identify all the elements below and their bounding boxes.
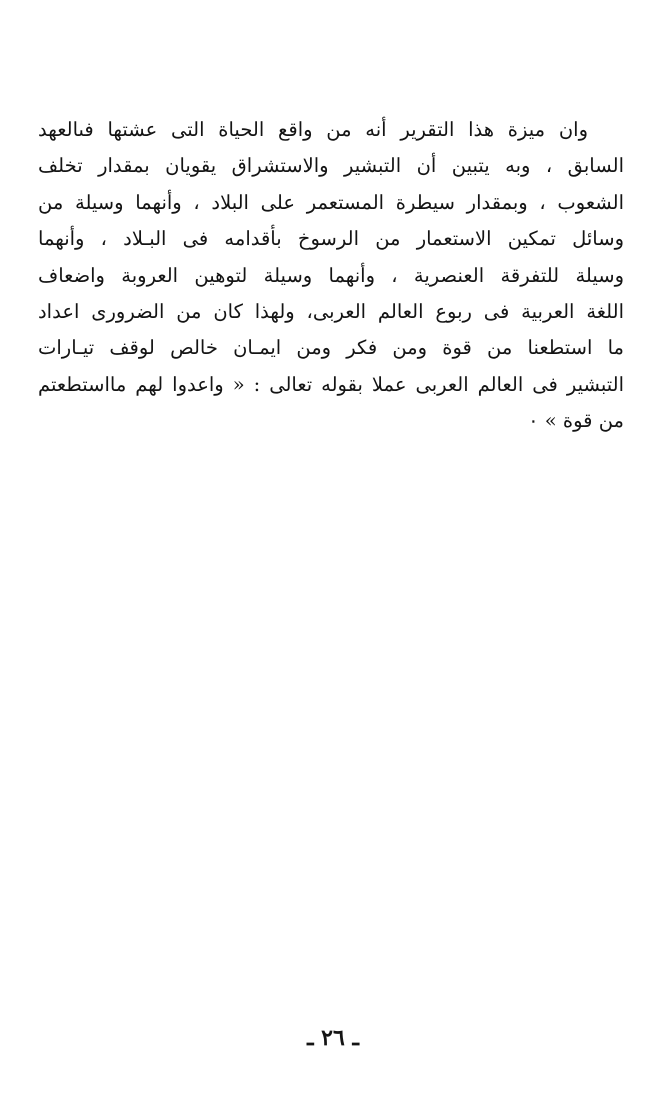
text-line: وسائل تمكين الاستعمار من الرسوخ بأقدامه فى البـلاد ، وأنهما [38,227,624,251]
text-line: التبشير فى العالم العربى عملا بقوله تعالى : « واعدوا لهم مااستطعتم [38,372,624,396]
page-number: ـ ٢٦ ـ [307,1025,359,1051]
text-line: ما استطعنا من قوة ومن فكر ومن ايمـان خالص لوقف تيـارات [38,336,624,360]
text-line: وسيلة للتفرقة العنصرية ، وأنهما وسيلة لتوهين العروبة واضعاف [38,263,624,287]
text-line: السابق ، وبه يتبين أن التبشير والاستشراق يقويان بمقدار تخلف [38,154,624,178]
body-paragraph [38,112,624,440]
text-line: وان ميزة هذا التقرير أنه من واقع الحياة التى عشتها فىالعهد [38,118,588,141]
text-line: اللغة العربية فى ربوع العالم العربى، ولهذا كان من الضرورى اعداد [38,299,624,323]
text-line: الشعوب ، وبمقدار سيطرة المستعمر على البلاد ، وأنهما وسيلة من [38,190,624,214]
text-line: من قوة » ٠ [528,409,624,433]
